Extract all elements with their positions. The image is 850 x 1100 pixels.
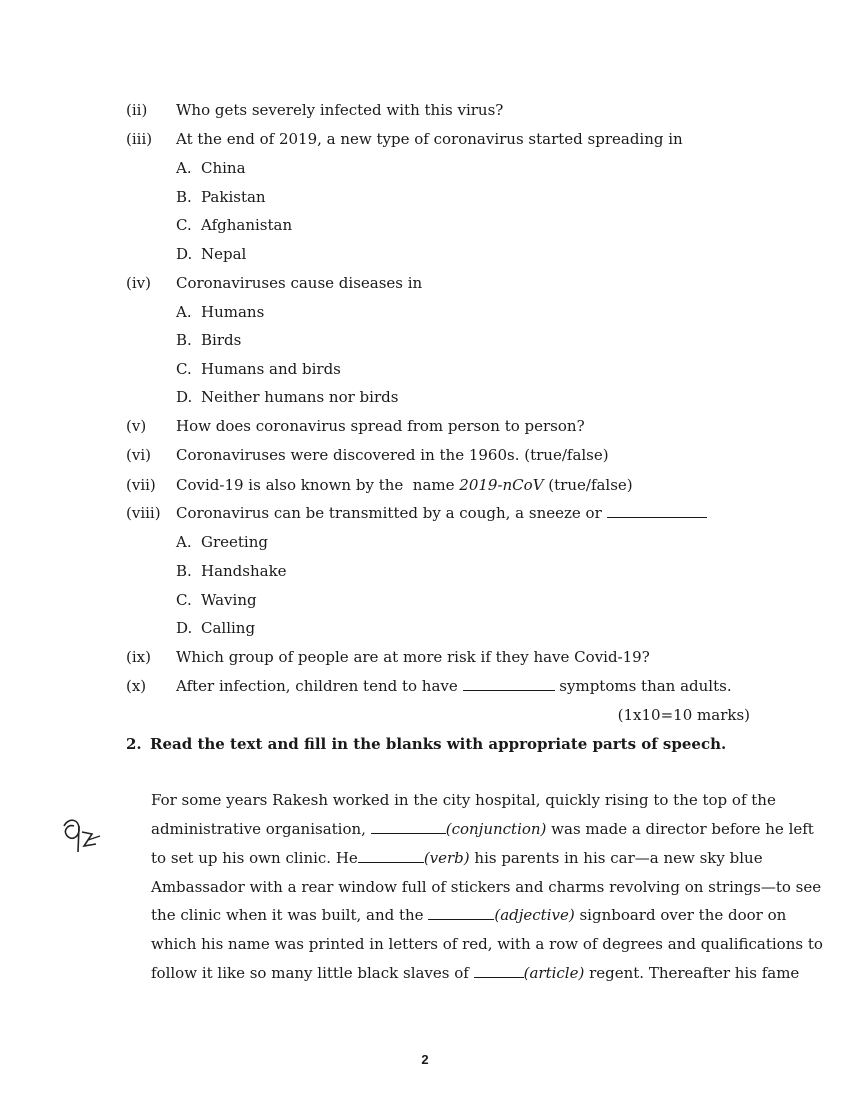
passage-text: follow it like so many little black slaves of — [151, 964, 474, 982]
passage-text: the clinic when it was built, and the — [151, 906, 429, 924]
option-text: Humans and birds — [201, 360, 341, 378]
option-text: Birds — [201, 331, 242, 349]
question-text: At the end of 2019, a new type of coronavirus started spreading in — [176, 130, 683, 148]
question-number: (iv) — [126, 274, 151, 292]
option-text: Greeting — [201, 533, 268, 551]
option-letter: D. — [176, 619, 193, 637]
option-text: China — [201, 159, 246, 177]
question-number: (v) — [126, 417, 147, 435]
marks-note: (1x10=10 marks) — [617, 706, 750, 724]
option-letter: B. — [176, 562, 192, 580]
question-number: (vii) — [126, 476, 156, 494]
passage-line: which his name was printed in letters of red, with a row of degrees and qualifications to — [151, 935, 823, 953]
passage-line — [151, 905, 787, 925]
option-letter: D. — [176, 388, 193, 406]
option-text: Pakistan — [201, 188, 266, 206]
question-text: Coronaviruses cause diseases in — [176, 274, 423, 292]
option-text: Humans — [201, 303, 265, 321]
option-letter: A. — [176, 303, 192, 321]
passage-line — [151, 848, 763, 868]
question-text — [176, 475, 633, 495]
fill-blank[interactable] — [428, 905, 494, 920]
question-text-part: Covid-19 is also known by the name — [176, 476, 460, 494]
question-text-part: After infection, children tend to have — [176, 677, 463, 695]
option-text: Neither humans nor birds — [201, 388, 399, 406]
question-text: Which group of people are at more risk if they have Covid-19? — [176, 648, 650, 666]
passage-text: regent. Thereafter his fame — [584, 964, 800, 982]
question-text — [176, 676, 732, 696]
question-number: (x) — [126, 677, 147, 695]
passage-line: For some years Rakesh worked in the city hospital, quickly rising to the top of the — [151, 791, 776, 809]
part-of-speech-hint: (article) — [523, 964, 585, 982]
section-number: 2. — [126, 735, 142, 753]
option-text: Calling — [201, 619, 256, 637]
option-text: Nepal — [201, 245, 247, 263]
option-letter: B. — [176, 331, 192, 349]
fill-blank[interactable] — [371, 819, 446, 834]
section-title: Read the text and fill in the blanks with appropriate parts of speech. — [150, 735, 727, 753]
question-text-part: symptoms than adults. — [554, 677, 732, 695]
passage-line — [151, 819, 814, 839]
part-of-speech-hint: (adjective) — [494, 906, 575, 924]
option-letter: D. — [176, 245, 193, 263]
option-letter: A. — [176, 159, 192, 177]
passage-line: Ambassador with a rear window full of stickers and charms revolving on strings—to see — [151, 878, 822, 896]
fill-blank[interactable] — [463, 676, 555, 691]
question-number: (vi) — [126, 446, 151, 464]
option-text: Waving — [201, 591, 257, 609]
question-text: How does coronavirus spread from person to person? — [176, 417, 585, 435]
handwritten-signature-mark — [58, 812, 110, 864]
part-of-speech-hint: (conjunction) — [445, 820, 547, 838]
option-text: Handshake — [201, 562, 287, 580]
passage-text: to set up his own clinic. He — [151, 849, 358, 867]
question-text — [176, 503, 707, 523]
fill-blank[interactable] — [474, 963, 524, 978]
option-letter: A. — [176, 533, 192, 551]
option-letter: C. — [176, 216, 192, 234]
option-text: Afghanistan — [201, 216, 293, 234]
question-number: (viii) — [126, 504, 161, 522]
passage-text: was made a director before he left — [546, 820, 814, 838]
question-text-part: Coronavirus can be transmitted by a cough, a sneeze or — [176, 504, 607, 522]
question-number: (ix) — [126, 648, 151, 666]
option-letter: B. — [176, 188, 192, 206]
fill-blank[interactable] — [358, 848, 424, 863]
option-letter: C. — [176, 360, 192, 378]
question-number: (ii) — [126, 101, 148, 119]
passage-text: administrative organisation, — [151, 820, 371, 838]
passage-line — [151, 963, 800, 983]
question-number: (iii) — [126, 130, 153, 148]
page-number: 2 — [421, 1052, 429, 1067]
question-text-part: (true/false) — [543, 476, 633, 494]
fill-blank[interactable] — [607, 503, 707, 518]
question-text: Coronaviruses were discovered in the 1960s. (true/false) — [176, 446, 609, 464]
question-text: Who gets severely infected with this virus? — [176, 101, 504, 119]
passage-text: signboard over the door on — [574, 906, 787, 924]
question-text-italic: 2019-nCoV — [459, 476, 544, 494]
part-of-speech-hint: (verb) — [423, 849, 470, 867]
passage-text: his parents in his car—a new sky blue — [469, 849, 763, 867]
option-letter: C. — [176, 591, 192, 609]
